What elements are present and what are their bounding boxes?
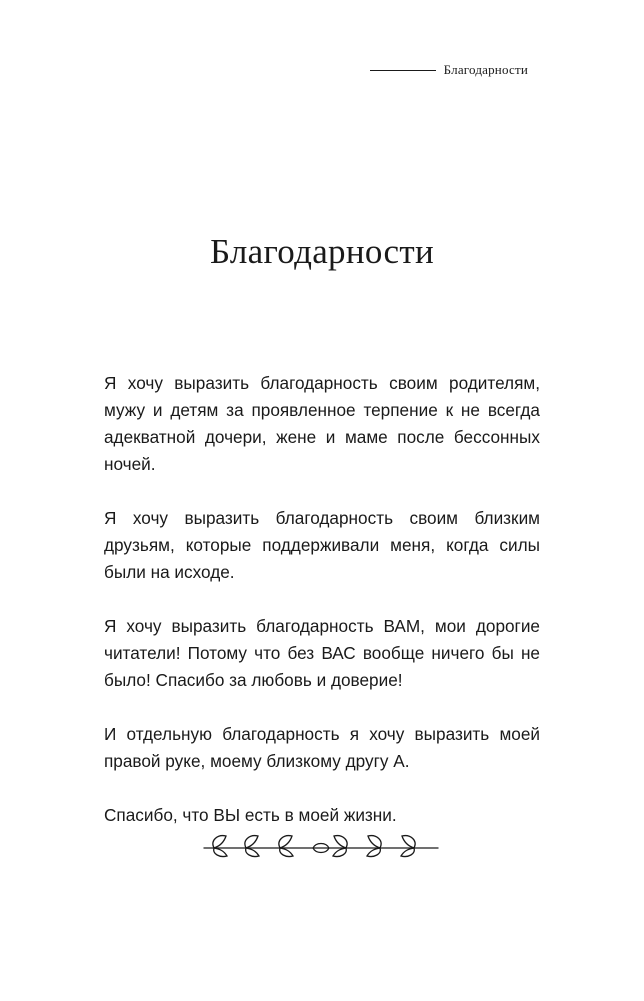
paragraph-5: Спасибо, что ВЫ есть в моей жизни. (104, 805, 397, 825)
laurel-branch-icon (196, 826, 446, 866)
running-header-title: Благодарности (443, 62, 528, 77)
paragraph-1: Я хочу выразить благодарность своим родителям, мужу и детям за проявленное терпение к не всегда адекватной дочери, жене и маме после бессонных ночей. (104, 373, 540, 474)
chapter-title: Благодарности (209, 232, 435, 271)
header-rule (370, 70, 436, 71)
paragraph-3: Я хочу выразить благодарность ВАМ, мои дорогие читатели! Потому что без ВАС вообще ничего бы не было! Спасибо за любовь и доверие! (104, 616, 540, 690)
paragraph-4: И отдельную благодарность я хочу выразить моей правой руке, моему близкому другу А. (104, 724, 540, 771)
paragraph-2: Я хочу выразить благодарность своим близким друзьям, которые поддерживали меня, когда силы были на исходе. (104, 508, 540, 582)
body-text (104, 370, 540, 856)
running-header (370, 62, 528, 78)
